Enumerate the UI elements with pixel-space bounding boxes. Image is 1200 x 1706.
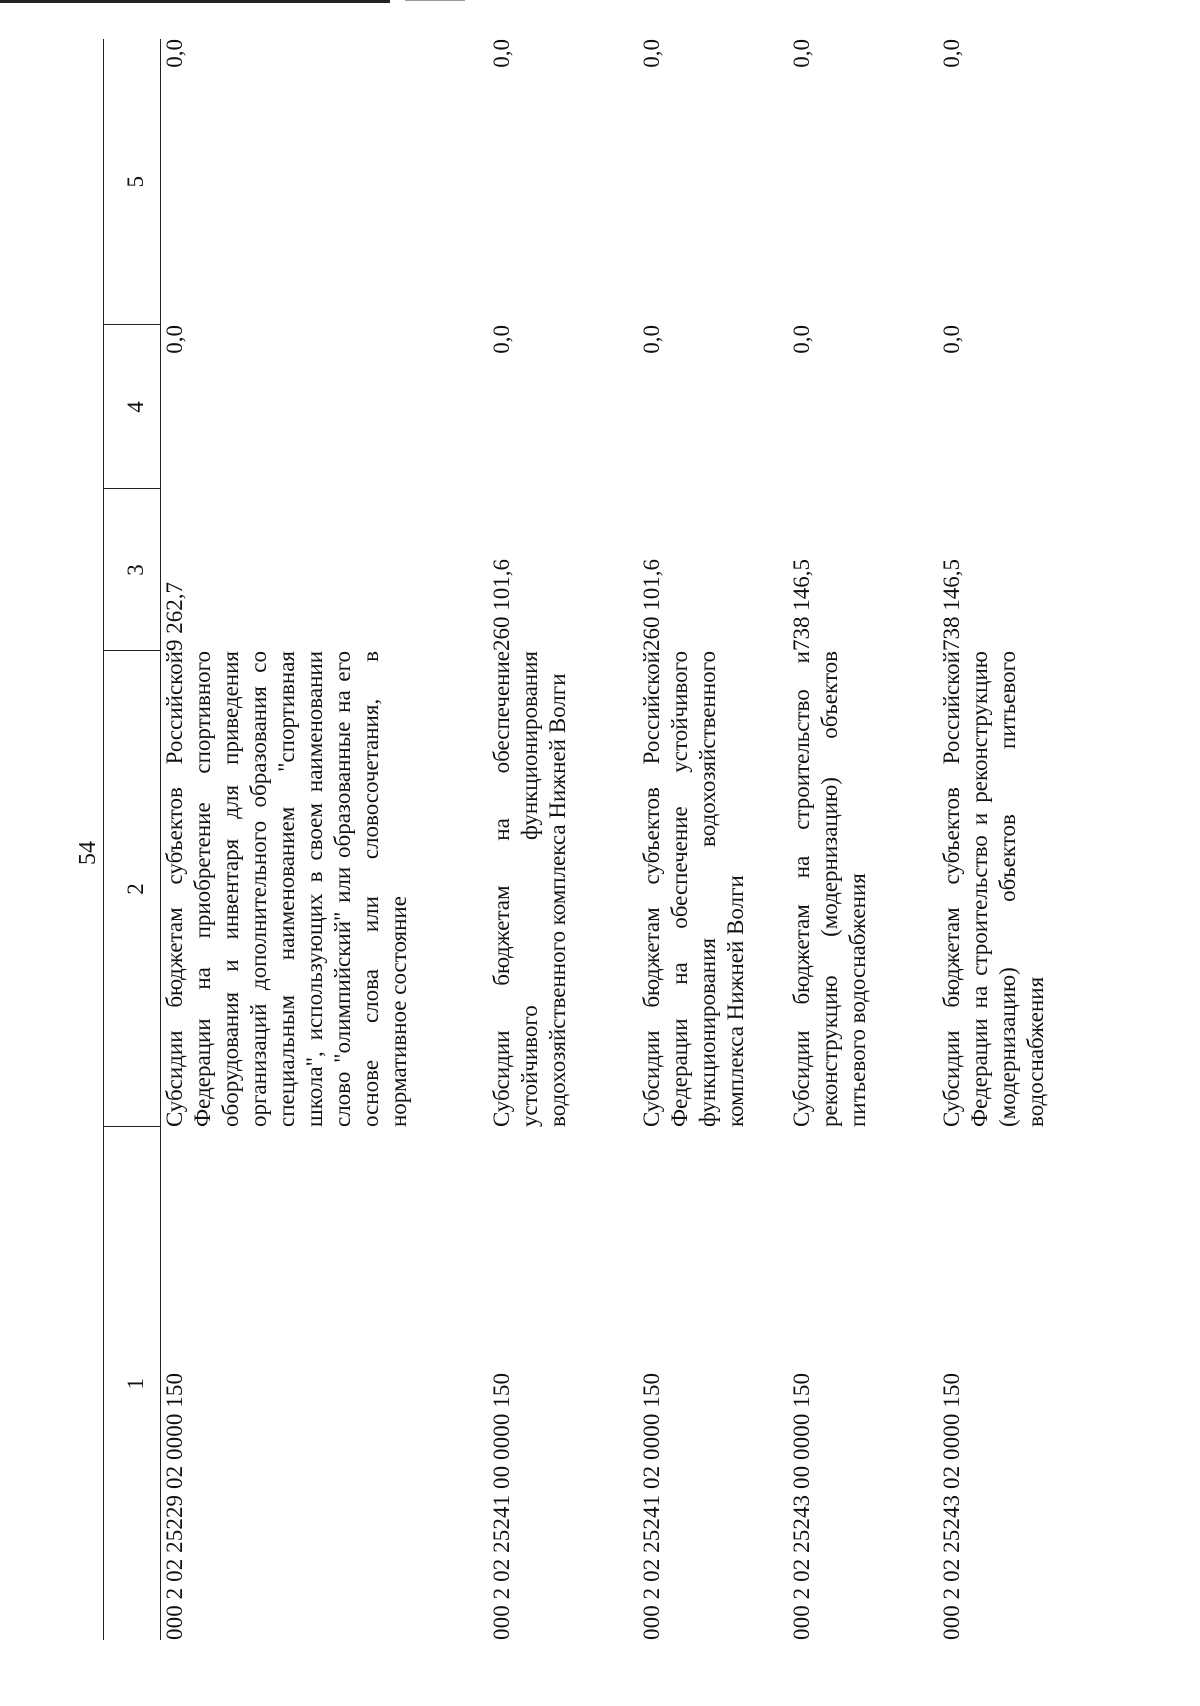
row-value-col4: 0,0 [162, 325, 187, 354]
row-code: 000 2 02 25241 00 0000 150 [489, 1372, 514, 1640]
row-value-col4: 0,0 [489, 325, 514, 354]
row-value-col3: 738 146,5 [939, 559, 964, 651]
budget-table [103, 39, 1058, 1640]
page-number: 54 [75, 841, 101, 865]
column-header-3: 3 [104, 489, 161, 651]
table-row [638, 39, 788, 1640]
row-code: 000 2 02 25243 00 0000 150 [789, 1372, 814, 1640]
table-row [938, 39, 1058, 1640]
row-name: Субсидии бюджетам субъектов Российской Федерации на приобретение спортивного оборудования и инвентаря для приведения организаций дополнительного образования со специальным наименованием "спортивная школа", использующих в своем наименовании слово "олимпийский" или образованные на его основе слова или словосочетания, в нормативное состояние [162, 651, 411, 1127]
column-header-2: 2 [104, 651, 161, 1127]
row-value-col5: 0,0 [939, 39, 964, 68]
row-value-col4: 0,0 [939, 325, 964, 354]
row-value-col3: 260 101,6 [489, 559, 514, 651]
table-row [788, 39, 938, 1640]
row-value-col3: 260 101,6 [639, 559, 664, 651]
column-header-1: 1 [104, 1127, 161, 1640]
column-header-4: 4 [104, 325, 161, 489]
row-value-col3: 9 262,7 [162, 582, 187, 651]
row-value-col3: 738 146,5 [789, 559, 814, 651]
row-value-col5: 0,0 [489, 39, 514, 68]
row-value-col5: 0,0 [789, 39, 814, 68]
row-code: 000 2 02 25241 02 0000 150 [639, 1372, 664, 1640]
row-name: Субсидии бюджетам субъектов Российской Федерации на строительство и реконструкцию (модернизацию) объектов питьевого водоснабжения [939, 651, 1048, 1127]
row-value-col4: 0,0 [639, 325, 664, 354]
row-value-col4: 0,0 [789, 325, 814, 354]
table-row [161, 39, 489, 1640]
row-name: Субсидии бюджетам на строительство и реконструкцию (модернизацию) объектов питьевого водоснабжения [789, 651, 870, 1127]
row-name: Субсидии бюджетам субъектов Российской Федерации на обеспечение устойчивого функционирования водохозяйственного комплекса Нижней Волги [639, 651, 748, 1127]
row-code: 000 2 02 25243 02 0000 150 [939, 1372, 964, 1640]
table-header-row [104, 39, 161, 1640]
row-value-col5: 0,0 [162, 39, 187, 68]
row-code: 000 2 02 25229 02 0000 150 [162, 1372, 187, 1640]
row-value-col5: 0,0 [639, 39, 664, 68]
column-header-5: 5 [104, 39, 161, 325]
table-row [488, 39, 638, 1640]
row-name: Субсидии бюджетам на обеспечение устойчивого функционирования водохозяйственного комплекса Нижней Волги [489, 651, 570, 1127]
